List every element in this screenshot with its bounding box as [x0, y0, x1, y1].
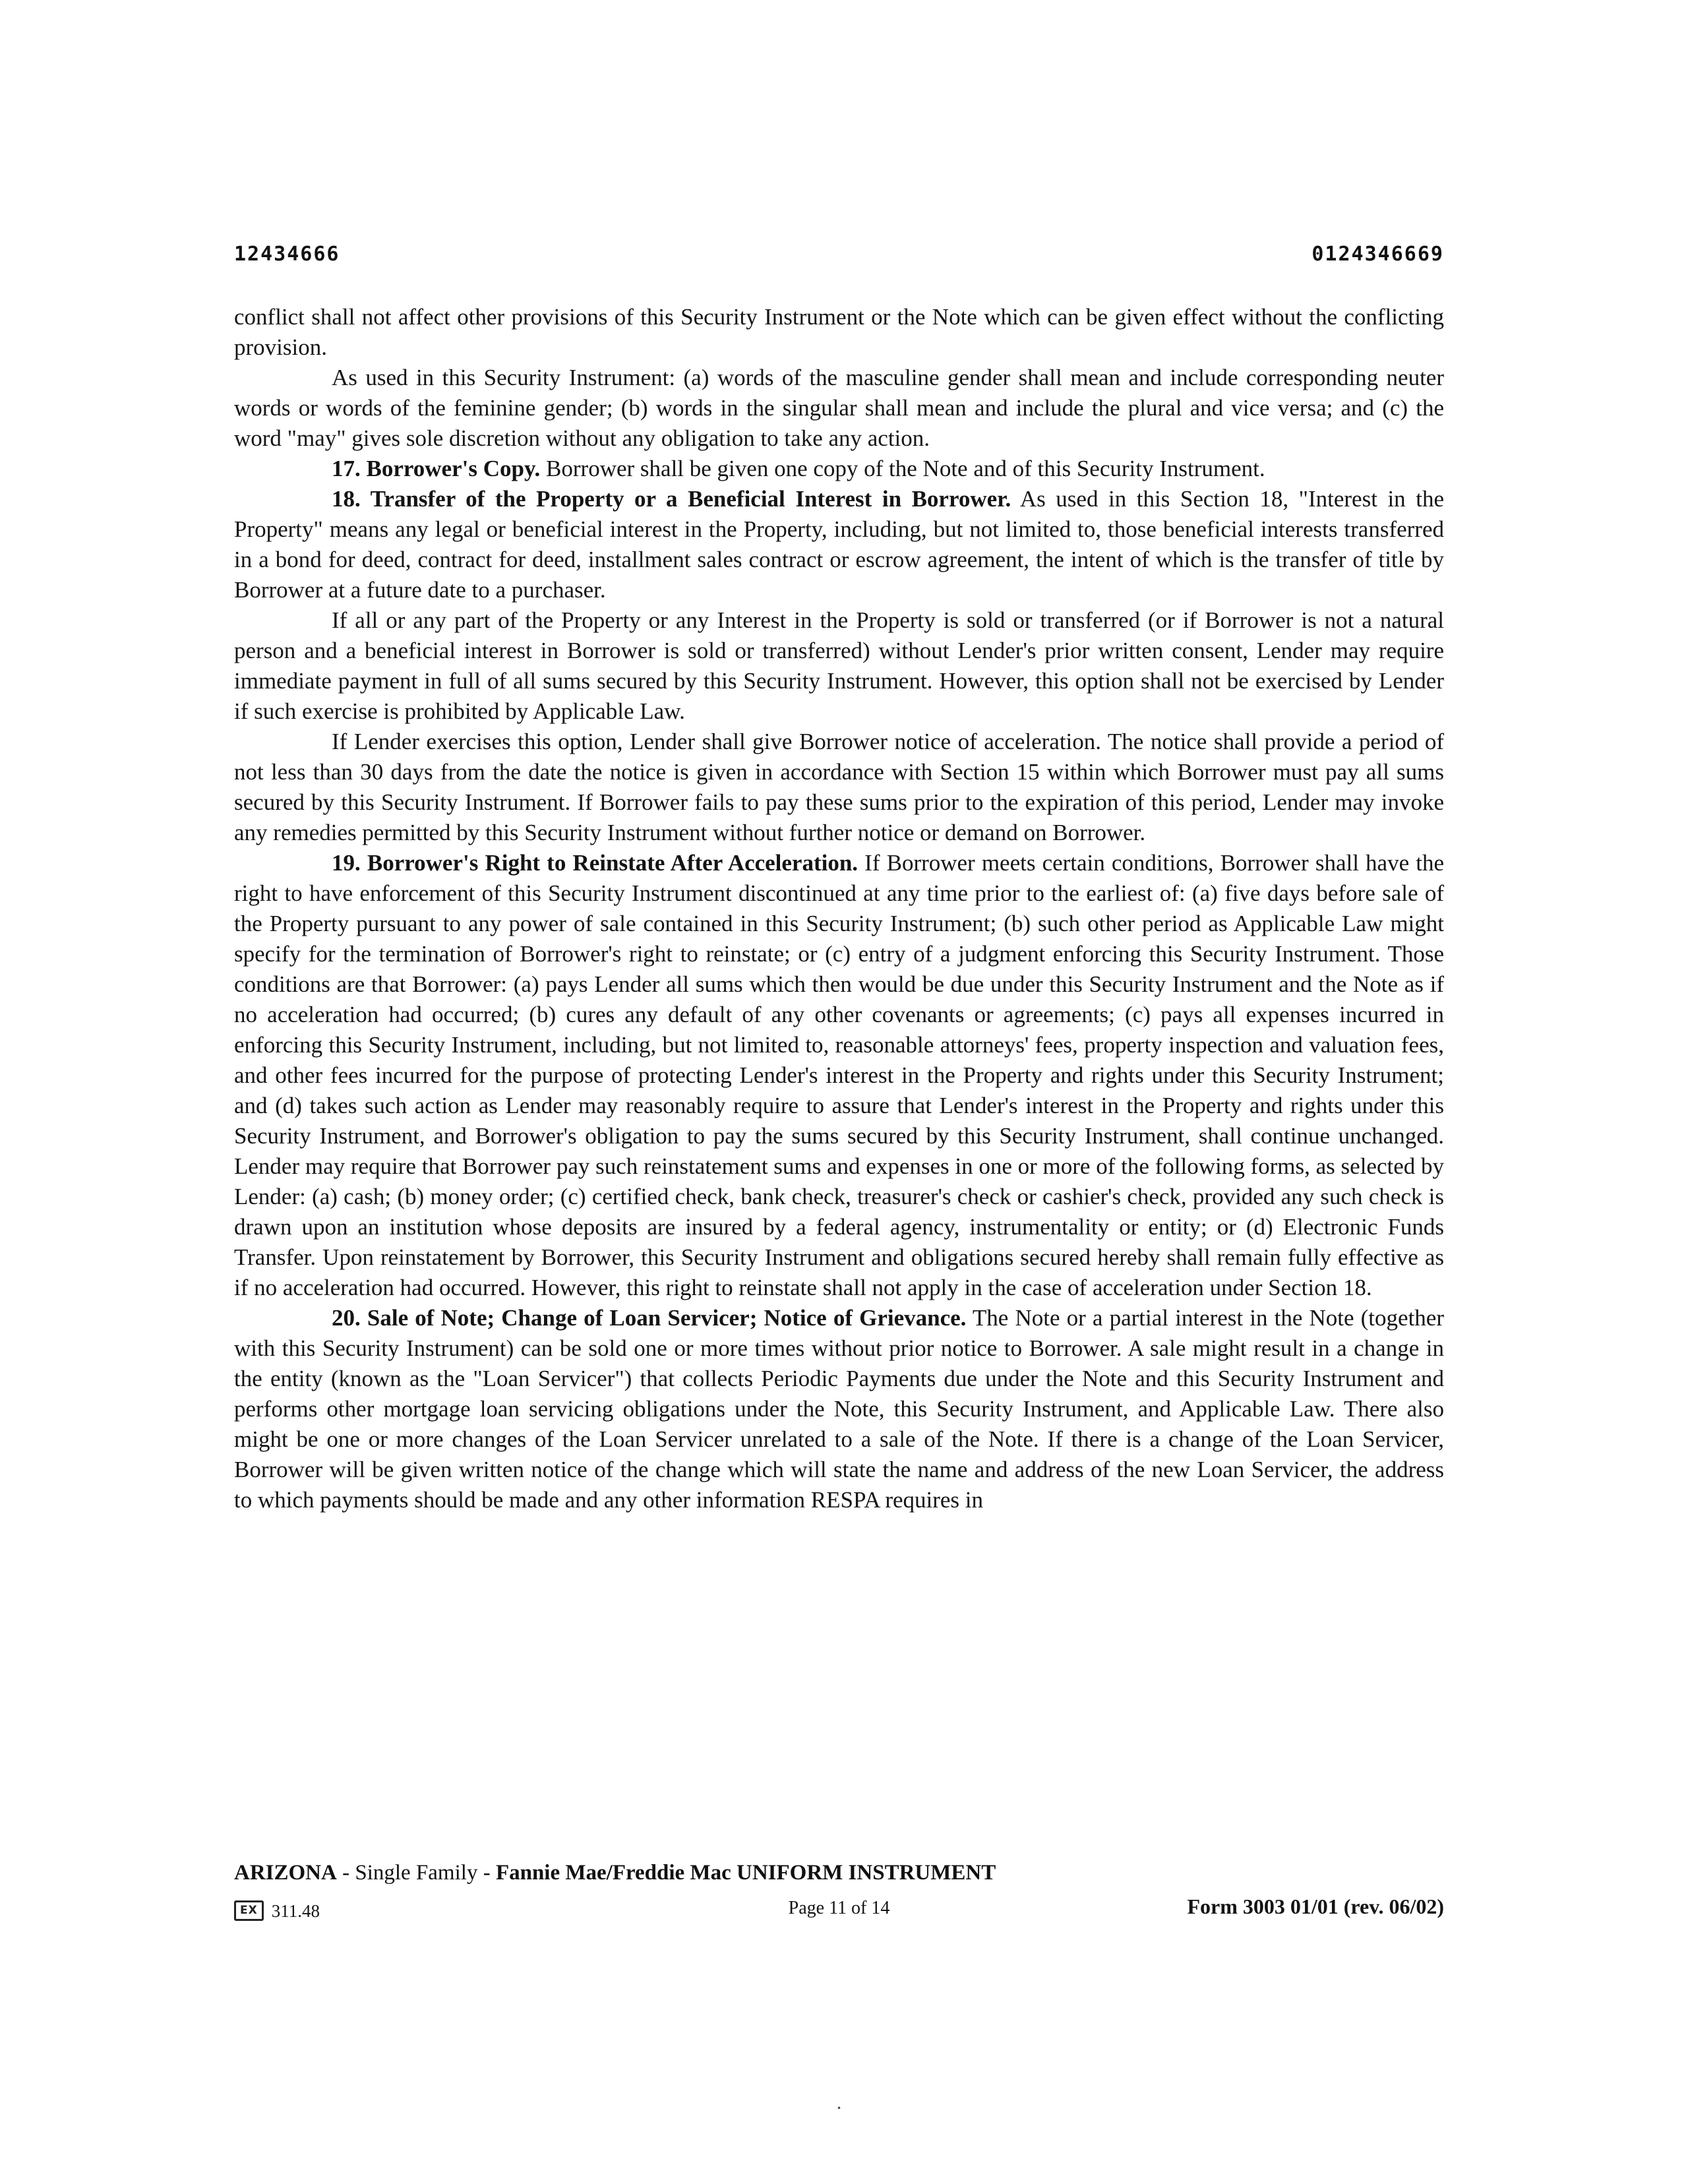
paragraph: [234, 363, 1444, 454]
paragraph: [234, 727, 1444, 848]
page-footer: [234, 1860, 1444, 1922]
instrument-title-line: [234, 1860, 1444, 1886]
paragraph-body: The Note or a partial interest in the Note (together with this Security Instrument) can be sold one or more times without prior notice to Borrower. A sale might result in a change in the entity (known as the "Loan Servicer") that collects Periodic Payments due under the Note and this Security Instrument and performs other mortgage loan servicing obligations under the Note, this Security Instrument, and Applicable Law. There also might be one or more changes of the Loan Servicer unrelated to a sale of the Note. If there is a change of the Loan Servicer, Borrower will be given written notice of the change which will state the name and address of the new Loan Servicer, the address to which payments should be made and any other information RESPA requires in: [234, 1305, 1444, 1513]
center-dot: .: [836, 2092, 842, 2113]
paragraph: [234, 454, 1444, 484]
page-header: [234, 243, 1444, 266]
form-id: Form 3003 01/01 (rev. 06/02): [1187, 1895, 1444, 1918]
paragraph-body: Borrower shall be given one copy of the Note and of this Security Instrument.: [540, 456, 1265, 481]
paragraph: [234, 848, 1444, 1303]
loan-number-left: 12434666: [234, 243, 340, 266]
form-code-group: [234, 1900, 789, 1922]
document-body: [234, 302, 1444, 1515]
publisher-logo-icon: EX: [234, 1900, 264, 1921]
state-label: ARIZONA: [234, 1861, 337, 1885]
form-code: 311.48: [271, 1900, 320, 1921]
paragraph-lead: 19. Borrower's Right to Reinstate After Acceleration.: [332, 850, 859, 876]
footer-meta-line: [234, 1895, 1444, 1922]
paragraph: [234, 1303, 1444, 1515]
page-indicator: Page 11 of 14: [788, 1898, 890, 1918]
paragraph-body: As used in this Section 18, "Interest in the Property" means any legal or beneficial interest in the Property, including, but not limited to, those beneficial interests transferred in a bond for deed, contract for deed, installment sales contract or escrow agreement, the intent of which is the transfer of title by Borrower at a future date to a purchaser.: [234, 486, 1444, 603]
family-label: - Single Family -: [336, 1861, 496, 1885]
paragraph-lead: 18. Transfer of the Property or a Beneficial Interest in Borrower.: [332, 486, 1011, 512]
paragraph-body: If all or any part of the Property or any Interest in the Property is sold or transferred (or if Borrower is not a natural person and a beneficial interest in Borrower is sold or transferred) without Lender's prior written consent, Lender may require immediate payment in full of all sums secured by this Security Instrument. However, this option shall not be exercised by Lender if such exercise is prohibited by Applicable Law.: [234, 607, 1444, 724]
paragraph: [234, 302, 1444, 363]
paragraph-body: As used in this Security Instrument: (a) words of the masculine gender shall mean and include corresponding neuter words or words of the feminine gender; (b) words in the singular shall mean and include the plural and vice versa; and (c) the word "may" gives sole discretion without any obligation to take any action.: [234, 365, 1444, 451]
paragraph: [234, 605, 1444, 727]
paragraph-body: If Borrower meets certain conditions, Borrower shall have the right to have enforcement of this Security Instrument discontinued at any time prior to the earliest of: (a) five days before sale of the Property pursuant to any power of sale contained in this Security Instrument; (b) such other period as Applicable Law might specify for the termination of Borrower's right to reinstate; or (c) entry of a judgment enforcing this Security Instrument. Those conditions are that Borrower: (a) pays Lender all sums which then would be due under this Security Instrument and the Note as if no acceleration had occurred; (b) cures any default of any other covenants or agreements; (c) pays all expenses incurred in enforcing this Security Instrument, including, but not limited to, reasonable attorneys' fees, property inspection and valuation fees, and other fees incurred for the purpose of protecting Lender's interest in the Property and rights under this Security Instrument; and (d) takes such action as Lender may reasonably require to assure that Lender's interest in the Property and rights under this Security Instrument, and Borrower's obligation to pay the sums secured by this Security Instrument, shall continue unchanged. Lender may require that Borrower pay such reinstatement sums and expenses in one or more of the following forms, as selected by Lender: (a) cash; (b) money order; (c) certified check, bank check, treasurer's check or cashier's check, provided any such check is drawn upon an institution whose deposits are insured by a federal agency, instrumentality or entity; or (d) Electronic Funds Transfer. Upon reinstatement by Borrower, this Security Instrument and obligations secured hereby shall remain fully effective as if no acceleration had occurred. However, this right to reinstate shall not apply in the case of acceleration under Section 18.: [234, 850, 1445, 1300]
paragraph-body: If Lender exercises this option, Lender shall give Borrower notice of acceleration. The notice shall provide a period of not less than 30 days from the date the notice is given in accordance with Section 15 within which Borrower must pay all sums secured by this Security Instrument. If Borrower fails to pay these sums prior to the expiration of this period, Lender may invoke any remedies permitted by this Security Instrument without further notice or demand on Borrower.: [234, 729, 1444, 845]
paragraph-lead: 20. Sale of Note; Change of Loan Servicer; Notice of Grievance.: [332, 1305, 967, 1331]
paragraph-body: conflict shall not affect other provisions of this Security Instrument or the Note which can be given effect without the conflicting provision.: [234, 304, 1444, 360]
paragraph: [234, 484, 1444, 605]
loan-number-right: 0124346669: [1311, 243, 1444, 266]
uniform-instrument-label: Fannie Mae/Freddie Mac UNIFORM INSTRUMENT: [495, 1861, 996, 1885]
paragraph-lead: 17. Borrower's Copy.: [332, 456, 541, 481]
